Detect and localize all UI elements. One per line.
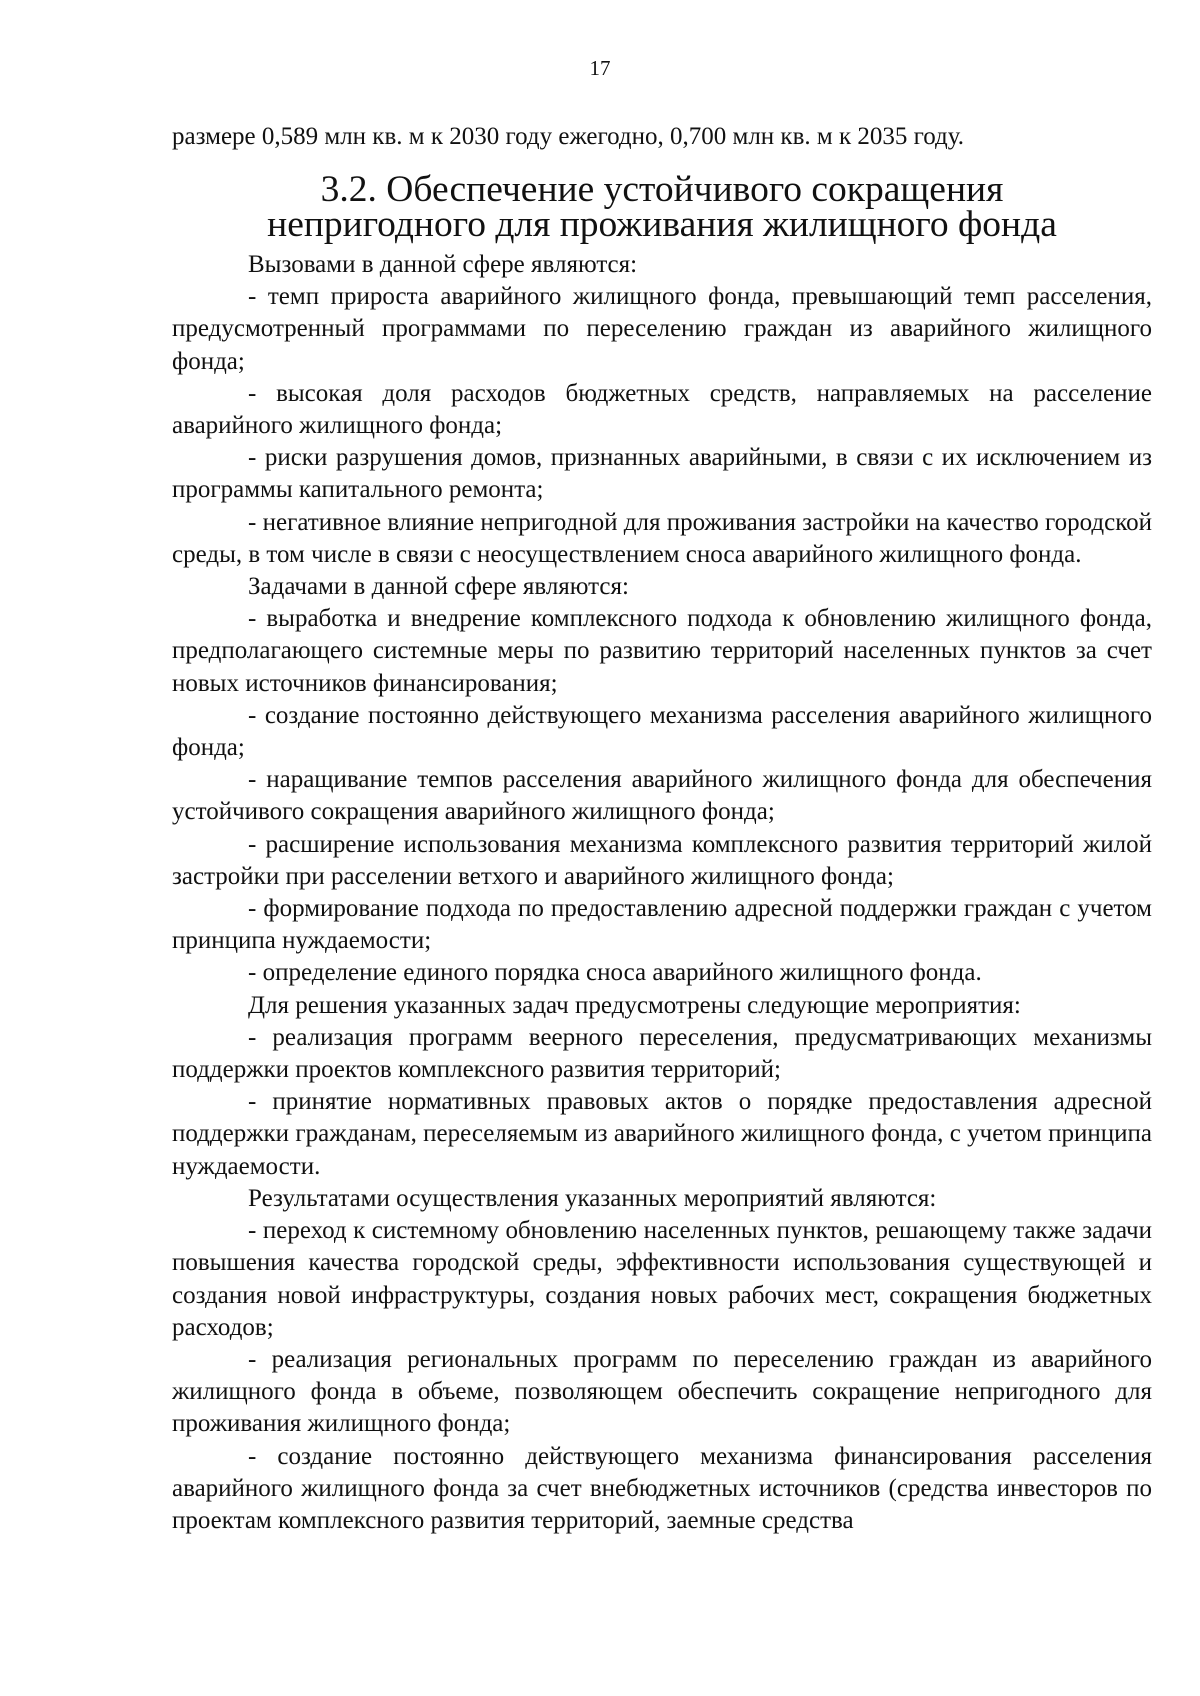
paragraph-tasks-intro: Задачами в данной сфере являются: <box>248 573 629 601</box>
body-text <box>172 249 1152 1537</box>
list-item: - реализация программ веерного переселения, предусматривающих механизмы поддержки проектов комплексного развития территорий; <box>172 1023 1152 1084</box>
paragraph-results-intro: Результатами осуществления указанных мероприятий являются: <box>248 1184 937 1212</box>
list-item: - принятие нормативных правовых актов о порядке предоставления адресной поддержки гражданам, переселяемым из аварийного жилищного фонда, с учетом принципа нуждаемости. <box>172 1088 1152 1180</box>
list-item: - переход к системному обновлению населенных пунктов, решающему также задачи повышения качества городской среды, эффективности использования существующей и создания новой инфраструктуры, создания новых рабочих мест, сокращения бюджетных расходов; <box>172 1217 1152 1341</box>
list-item: - определение единого порядка сноса аварийного жилищного фонда. <box>248 959 982 987</box>
paragraph-measures-intro: Для решения указанных задач предусмотрены следующие мероприятия: <box>248 991 1021 1019</box>
list-item: - формирование подхода по предоставлению адресной поддержки граждан с учетом принципа нуждаемости; <box>172 895 1152 955</box>
list-item: - создание постоянно действующего механизма финансирования расселения аварийного жилищного фонда за счет внебюджетных источников (средства инвесторов по проектам комплексного развития территорий, заемные средства <box>172 1442 1152 1534</box>
list-item: - реализация региональных программ по переселению граждан из аварийного жилищного фонда в объеме, позволяющем обеспечить сокращение непригодного для проживания жилищного фонда; <box>172 1345 1152 1438</box>
list-item: - риски разрушения домов, признанных аварийными, в связи с их исключением из программы капитального ремонта; <box>172 444 1152 504</box>
paragraph-challenges-intro: Вызовами в данной сфере являются: <box>248 251 638 278</box>
section-heading-line-1: 3.2. Обеспечение устойчивого сокращения <box>320 169 1004 210</box>
section-heading-line-2: непригодного для проживания жилищного фонда <box>267 204 1057 245</box>
list-item: - негативное влияние непригодной для проживания застройки на качество городской среды, в том числе в связи с неосуществлением сноса аварийного жилищного фонда. <box>172 508 1152 568</box>
list-item: - расширение использования механизма комплексного развития территорий жилой застройки при расселении ветхого и аварийного жилищного фонда; <box>172 830 1152 890</box>
list-item: - выработка и внедрение комплексного подхода к обновлению жилищного фонда, предполагающего системные меры по развитию территорий населенных пунктов за счет новых источников финансирования; <box>172 605 1152 697</box>
list-item: - темп прироста аварийного жилищного фонда, превышающий темп расселения, предусмотренный программами по переселению граждан из аварийного жилищного фонда; <box>172 283 1152 375</box>
list-item: - наращивание темпов расселения аварийного жилищного фонда для обеспечения устойчивого сокращения аварийного жилищного фонда; <box>172 766 1152 826</box>
list-item: - высокая доля расходов бюджетных средств, направляемых на расселение аварийного жилищного фонда; <box>172 379 1152 440</box>
section-heading <box>172 169 1152 245</box>
list-item: - создание постоянно действующего механизма расселения аварийного жилищного фонда; <box>172 701 1152 762</box>
page-number: 17 <box>589 56 611 80</box>
continuation-text: размере 0,589 млн кв. м к 2030 году ежегодно, 0,700 млн кв. м к 2035 году. <box>172 123 964 150</box>
